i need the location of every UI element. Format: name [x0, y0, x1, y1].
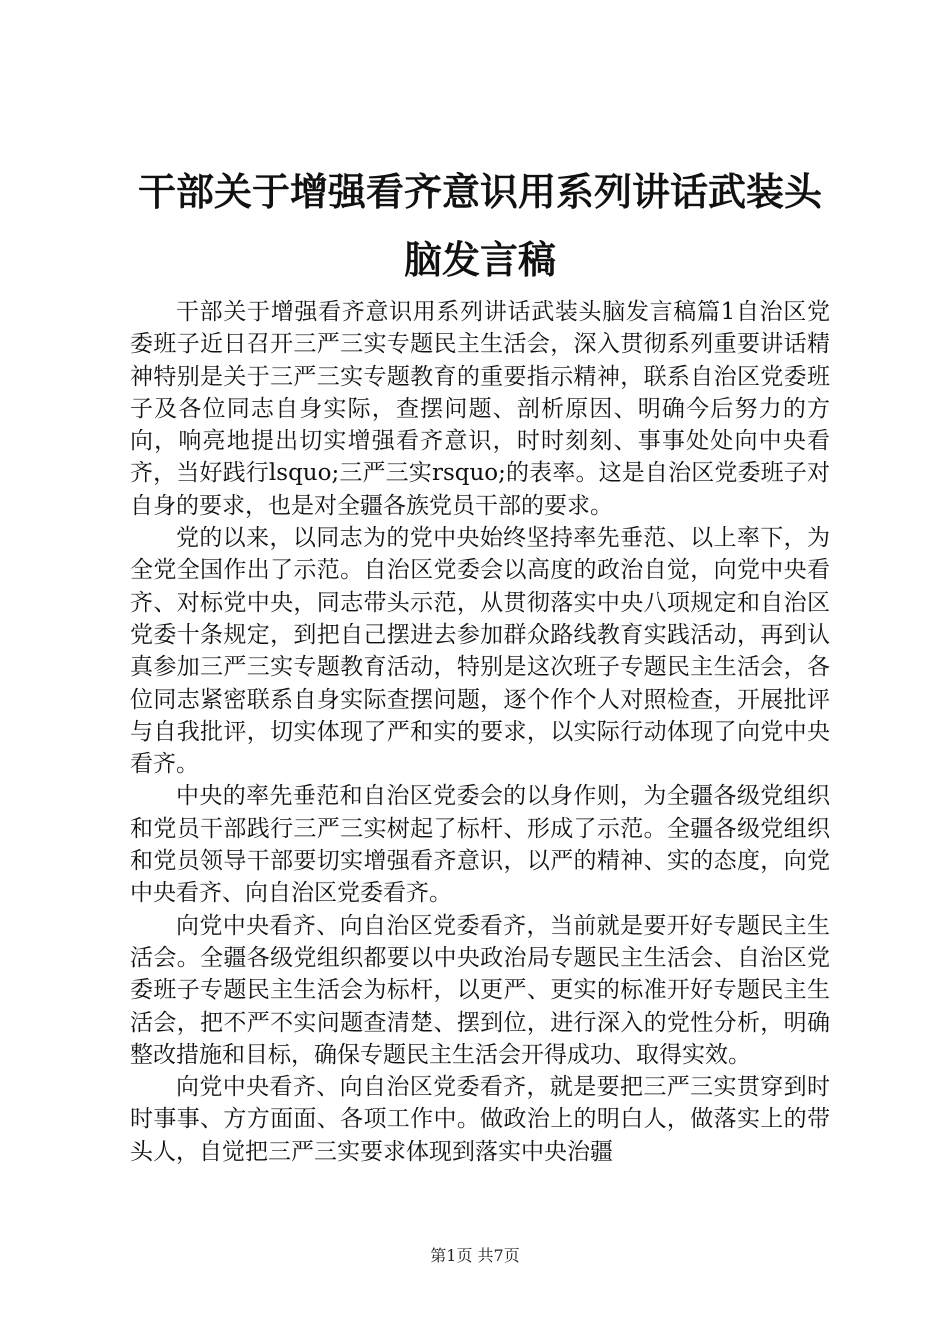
document-title: 干部关于增强看齐意识用系列讲话武装头脑发言稿: [137, 169, 822, 282]
paragraph: 干部关于增强看齐意识用系列讲话武装头脑发言稿篇1自治区党委班子近日召开三严三实专题民主生活会，深入贯彻系列重要讲话精神特别是关于三严三实专题教育的重要指示精神，联系自治区党委班子及各位同志自身实际，查摆问题、剖析原因、明确今后努力的方向，响亮地提出切实增强看齐意识，时时刻刻、事事处处向中央看齐，当好践行lsquo;三严三实rsquo;的表率。这是自治区党委班子对自身的要求，也是对全疆各族党员干部的要求。: [130, 299, 830, 519]
document-body: [130, 296, 830, 1168]
page-number-footer: 第1页 共7页: [430, 1246, 520, 1265]
paragraph: 向党中央看齐、向自治区党委看齐，当前就是要开好专题民主生活会。全疆各级党组织都要以中央政治局专题民主生活会、自治区党委班子专题民主生活会为标杆，以更严、更实的标准开好专题民主生活会，把不严不实问题查清楚、摆到位，进行深入的党性分析，明确整改措施和目标，确保专题民主生活会开得成功、取得实效。: [130, 912, 830, 1068]
paragraph: 向党中央看齐、向自治区党委看齐，就是要把三严三实贯穿到时时事事、方方面面、各项工作中。做政治上的明白人，做落实上的带头人，自觉把三严三实要求体现到落实中央治疆: [130, 1074, 830, 1165]
paragraph: 党的以来，以同志为的党中央始终坚持率先垂范、以上率下，为全党全国作出了示范。自治区党委会以高度的政治自觉，向党中央看齐、对标党中央，同志带头示范，从贯彻落实中央八项规定和自治区党委十条规定，到把自己摆进去参加群众路线教育实践活动，再到认真参加三严三实专题教育活动，特别是这次班子专题民主生活会，各位同志紧密联系自身实际查摆问题，逐个作个人对照检查，开展批评与自我批评，切实体现了严和实的要求，以实际行动体现了向党中央看齐。: [130, 525, 830, 778]
paragraph: 中央的率先垂范和自治区党委会的以身作则，为全疆各级党组织和党员干部践行三严三实树起了标杆、形成了示范。全疆各级党组织和党员领导干部要切实增强看齐意识，以严的精神、实的态度，向党中央看齐、向自治区党委看齐。: [130, 783, 830, 907]
